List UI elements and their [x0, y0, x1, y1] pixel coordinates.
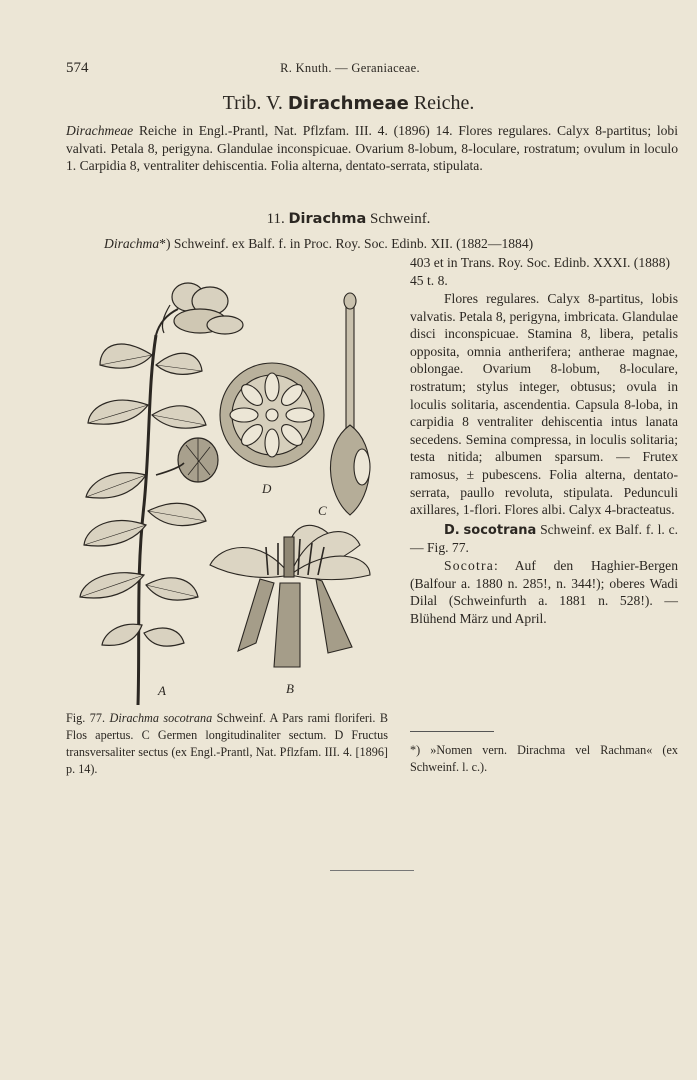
running-title: R. Knuth. — Geraniaceae.: [280, 61, 420, 75]
caption-species: Dirachma socotrana: [109, 711, 213, 725]
genus-name-italic: Dirachma: [104, 236, 160, 251]
tribe-author: Reiche.: [413, 92, 475, 114]
caption-prefix: Fig. 77.: [66, 711, 106, 725]
tribe-name: Dirachmeae: [287, 93, 409, 114]
figure-label-d: D: [262, 481, 272, 496]
caption-text: Schweinf. A Pars rami floriferi. B Flos apertus. C Germen longitudinaliter sectum. D Fructus transversaliter sectus (ex Engl.-Prantl, Nat. Pflzfam. III. 4. [1896] p. 14).: [66, 711, 388, 776]
page-end-rule: [330, 870, 414, 871]
genus-description: Flores regulares. Calyx 8-partitus, lobis valvatis. Petala 8, perigyna, imbricata. Glandulae disci inconspicuae. Stamina 8, libera, petalis opposita, omnia antherifera; antherae magnae, oblongae. Ovarium 8-lobum, 8-loculare, rostratum; stylus integer, obtusus; ovula in loculis solitaria, ascendentia. Capsula 8-loba, in carpidia 8 ventraliter dehiscentia intus lanata secedens. Semina compressa, in loculis solitaria; testa nitida; albumen sparsum. — Frutex ramosus, ± pubescens. Folia alterna, dentato-serrata, paullo revoluta, stipulata. Pedunculi axillares, 1-flori. Flores albi. Calyx 4-bracteatus.: [410, 291, 678, 518]
genus-name: Dirachma: [288, 211, 367, 227]
tribe-description: [66, 122, 678, 175]
figure-label-a: A: [158, 683, 166, 698]
locality-text: : Auf den Haghier-Bergen (Balfour a. 1880 n. 285!, n. 344!); oberes Wadi Dilal (Schweinfurth a. 1881 n. 528!). — Blühend März und April.: [410, 557, 678, 626]
species-locality: [410, 557, 678, 627]
species-epithet: socotrana: [463, 522, 537, 538]
figure-part-b-open-flower: [210, 525, 370, 667]
genus-author: Schweinf.: [370, 211, 431, 227]
botanical-figure: [60, 275, 400, 705]
figure-label-c: C: [318, 503, 327, 518]
figure-label-b: B: [286, 681, 294, 696]
figure-part-c-germen-section: [330, 293, 370, 515]
genus-citation-line: [104, 236, 680, 252]
genus-text-column: [410, 290, 678, 627]
figure-part-a-branch: [80, 283, 243, 705]
genus-heading: [0, 211, 697, 228]
genus-number: 11.: [266, 211, 285, 227]
page-number: 574: [66, 60, 89, 76]
figure-77-illustration: [60, 275, 400, 705]
species-entry: [410, 521, 678, 557]
species-letter: D.: [444, 522, 460, 538]
genus-citation-rest: 403 et in Trans. Roy. Soc. Edinb. XXXI. (1888) 45 t. 8.: [410, 255, 671, 288]
tribe-prefix: Trib. V.: [222, 92, 283, 114]
tribe-description-text: Reiche in Engl.-Prantl, Nat. Pflzfam. III. 4. (1896) 14. Flores regulares. Calyx 8-partitus; lobi valvati. Petala 8, perigyna. Glandulae inconspicuae. Ovarium 8-lobum, 8-loculare, rostratum; ovulum in loculo 1. Carpidia 8, ventraliter dehiscentia. Folia alterna, dentato-serrata, stipulata.: [66, 123, 678, 174]
genus-citation-first-line: *) Schweinf. ex Balf. f. in Proc. Roy. Soc. Edinb. XII. (1882—1884): [159, 236, 534, 251]
tribe-name-italic: Dirachmeae: [66, 123, 134, 138]
tribe-heading: [0, 92, 697, 115]
figure-part-d-fruit-section: [220, 363, 324, 467]
footnote-rule: [410, 731, 494, 732]
footnote: *) »Nomen vern. Dirachma vel Rachman« (ex Schweinf. l. c.).: [410, 743, 678, 774]
species-citation: Schweinf. ex Balf. f. l. c. — Fig. 77.: [410, 521, 679, 556]
figure-caption: [66, 710, 388, 778]
locality-label: Socotra: [444, 557, 494, 573]
